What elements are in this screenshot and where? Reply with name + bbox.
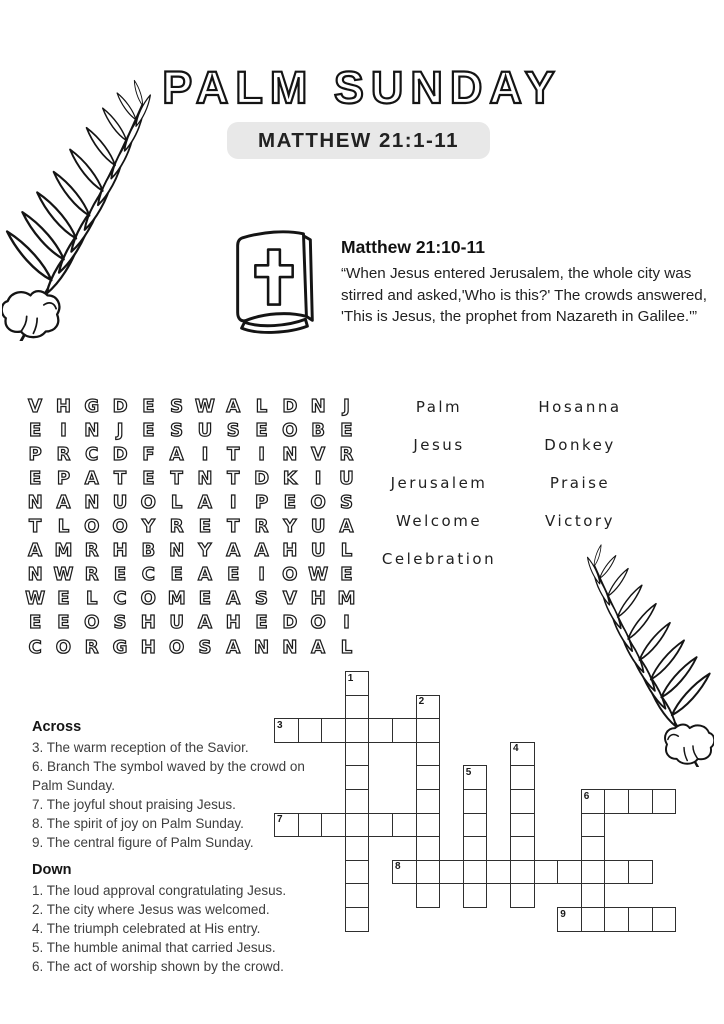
crossword-cell xyxy=(392,813,417,838)
crossword-cell xyxy=(416,836,441,861)
crossword-cell xyxy=(510,813,535,838)
wordsearch-letter: E xyxy=(170,564,183,586)
wordsearch-letter: T xyxy=(227,467,240,489)
wordsearch-letter: E xyxy=(57,612,70,634)
wordsearch-letter: U xyxy=(310,516,326,538)
wordsearch-letter: E xyxy=(340,419,353,441)
crossword-cell xyxy=(463,860,488,885)
crossword-cell xyxy=(510,765,535,790)
wordsearch-letter: O xyxy=(310,491,326,513)
wordsearch-letter: E xyxy=(198,516,212,538)
wordsearch-letter: E xyxy=(29,419,42,441)
crossword-number: 6 xyxy=(583,790,590,802)
wordsearch-letter: W xyxy=(195,395,215,417)
wordsearch-letter: E xyxy=(255,419,268,441)
across-clue: 7. The joyful shout praising Jesus. xyxy=(32,796,236,812)
crossword-cell xyxy=(486,860,511,885)
wordsearch-letter: E xyxy=(142,419,155,441)
wordsearch-letter: A xyxy=(28,540,43,562)
wordsearch-letter: U xyxy=(339,467,354,489)
across-clue: 3. The warm reception of the Savior. xyxy=(32,740,249,755)
wordsearch-letter: H xyxy=(140,612,156,634)
crossword-number: 3 xyxy=(277,719,283,731)
wordsearch-letter: H xyxy=(140,636,156,658)
wordsearch-letter: R xyxy=(84,636,99,658)
clues-panel xyxy=(32,718,332,977)
wordsearch-letter: R xyxy=(56,443,71,465)
crossword-cell xyxy=(345,742,370,767)
crossword-cell xyxy=(416,813,441,838)
down-clue: 1. The loud approval congratulating Jesus. xyxy=(32,883,287,899)
wordsearch-letter: O xyxy=(84,516,100,538)
wordsearch-letter: O xyxy=(168,636,185,658)
crossword-cell xyxy=(345,836,370,861)
wordsearch-letter: E xyxy=(198,588,212,610)
down-clue: 5. The humble animal that carried Jesus. xyxy=(32,940,276,956)
wordsearch-letter: R xyxy=(84,564,99,586)
wordsearch-letter: H xyxy=(225,612,241,634)
wordsearch-letter: I xyxy=(258,564,265,586)
crossword-number: 7 xyxy=(277,814,283,826)
crossword-cell xyxy=(416,860,441,885)
down-clue: 4. The triumph celebrated at His entry. xyxy=(32,921,261,937)
wordsearch-letter: C xyxy=(85,443,99,465)
crossword-cell xyxy=(416,765,441,790)
wordsearch-letter: M xyxy=(54,540,73,562)
wordsearch-letter: N xyxy=(84,419,100,441)
crossword-cell xyxy=(510,836,535,861)
crossword-cell xyxy=(345,718,370,743)
crossword-cell xyxy=(416,789,441,814)
wordsearch-letter: O xyxy=(310,612,326,634)
wordsearch-letter: C xyxy=(28,636,42,658)
wordsearch-letter: P xyxy=(254,491,269,513)
wordsearch-letter: N xyxy=(282,443,298,465)
crossword-cell xyxy=(321,718,346,743)
crossword-cell xyxy=(345,813,370,838)
wordsearch-letter: M xyxy=(337,588,356,610)
wordsearch-letter: S xyxy=(113,612,127,634)
wordsearch-letter: S xyxy=(170,419,184,441)
wordsearch-letter: N xyxy=(197,467,213,489)
wordsearch-letter: I xyxy=(229,491,237,513)
wordsearch-letter: D xyxy=(112,395,128,417)
wordsearch-letter: V xyxy=(28,395,43,417)
wordsearch-letter: H xyxy=(282,540,298,562)
verse-block xyxy=(341,237,721,328)
wordsearch-letter: E xyxy=(142,395,155,417)
wordsearch-letter: A xyxy=(197,612,212,634)
crossword-cell xyxy=(463,789,488,814)
crossword-cell xyxy=(581,860,606,885)
palm-branch-illustration-right xyxy=(552,524,714,767)
wordsearch-letter: H xyxy=(112,540,128,562)
crossword-cell xyxy=(652,789,677,814)
wordsearch-letter: G xyxy=(84,395,100,417)
across-heading: Across xyxy=(32,719,82,735)
wordsearch-letter: V xyxy=(311,443,326,465)
wordsearch-letter: O xyxy=(112,516,128,538)
wordsearch-letter: A xyxy=(197,491,212,513)
wordsearch-letter: D xyxy=(112,443,128,465)
wordsearch-letter: A xyxy=(169,443,184,465)
wordsearch-letter: B xyxy=(141,540,156,562)
wordsearch-letter: S xyxy=(255,588,269,610)
wordsearch-letter: N xyxy=(84,491,100,513)
wordsearch-letter: O xyxy=(282,564,298,586)
word-list-column-2 xyxy=(515,396,645,533)
wordsearch-letter: A xyxy=(84,467,99,489)
wordsearch-letter: E xyxy=(29,467,42,489)
wordsearch-letter: W xyxy=(53,564,74,586)
crossword-cell xyxy=(581,907,606,932)
crossword-cell xyxy=(345,883,370,908)
wordsearch-letter: B xyxy=(311,419,326,441)
wordsearch-letter: P xyxy=(28,443,42,465)
wordsearch-letter: E xyxy=(57,588,70,610)
word-list-item: Jesus xyxy=(413,436,465,454)
wordsearch-letter: Y xyxy=(198,540,212,562)
crossword-number: 2 xyxy=(418,696,425,708)
wordsearch-letter: J xyxy=(343,395,350,417)
crossword-cell xyxy=(463,883,488,908)
wordsearch-letter: K xyxy=(282,467,297,489)
wordsearch-letter: Y xyxy=(141,516,155,538)
word-list-item: Donkey xyxy=(544,436,616,454)
wordsearch-letter: D xyxy=(282,395,298,417)
wordsearch-letter: O xyxy=(55,636,72,658)
wordsearch-letter: T xyxy=(29,516,42,538)
down-clue-list xyxy=(32,882,332,977)
wordsearch-letter: E xyxy=(142,467,155,489)
wordsearch-letter: A xyxy=(226,540,241,562)
wordsearch-letter: R xyxy=(169,516,184,538)
wordsearch-letter: E xyxy=(227,564,240,586)
wordsearch-letter: H xyxy=(310,588,326,610)
across-clue: 6. Branch The symbol waved by the crowd on Palm Sunday. xyxy=(32,758,305,793)
wordsearch-letter: T xyxy=(227,443,240,465)
wordsearch-letter: A xyxy=(226,588,241,610)
wordsearch-letter: E xyxy=(255,612,268,634)
word-list-item: Hosanna xyxy=(538,398,622,416)
wordsearch-letter: T xyxy=(227,516,240,538)
crossword-cell xyxy=(345,789,370,814)
wordsearch-letter: E xyxy=(283,491,296,513)
crossword-cell xyxy=(628,860,653,885)
word-list-item: Palm xyxy=(415,398,463,416)
wordsearch-letter: I xyxy=(60,419,67,441)
crossword-cell xyxy=(581,883,606,908)
wordsearch-letter: J xyxy=(116,419,124,441)
wordsearch-letter: N xyxy=(254,636,270,658)
crossword-cell xyxy=(368,718,393,743)
wordsearch-letter: W xyxy=(308,564,329,586)
wordsearch-letter: A xyxy=(226,395,241,417)
wordsearch-letter: L xyxy=(57,516,70,538)
crossword-cell xyxy=(604,907,629,932)
wordsearch-letter: I xyxy=(258,443,265,465)
wordsearch-letter: I xyxy=(343,612,350,634)
wordsearch-letter: S xyxy=(170,395,184,417)
word-list-item: Victory xyxy=(545,512,615,530)
crossword-cell xyxy=(581,836,606,861)
wordsearch-letter: A xyxy=(56,491,71,513)
down-clue: 2. The city where Jesus was welcomed. xyxy=(32,902,270,918)
crossword-cell xyxy=(604,789,629,814)
wordsearch-letter: N xyxy=(310,395,326,417)
crossword-cell xyxy=(368,813,393,838)
wordsearch-letter: A xyxy=(197,564,212,586)
wordsearch-letter: S xyxy=(339,491,353,513)
crossword-number: 8 xyxy=(395,861,401,873)
crossword-cell xyxy=(416,883,441,908)
crossword-cell xyxy=(510,860,535,885)
wordsearch-letter: G xyxy=(112,636,128,658)
wordsearch-letter: N xyxy=(169,540,185,562)
word-list-item: Welcome xyxy=(395,512,483,530)
wordsearch-letter: R xyxy=(339,443,354,465)
wordsearch-letter: N xyxy=(27,491,43,513)
word-list-item: Praise xyxy=(549,474,611,492)
crossword-cell xyxy=(557,860,582,885)
wordsearch-letter: E xyxy=(113,564,127,586)
crossword-number: 1 xyxy=(347,672,354,684)
crossword-cell xyxy=(628,907,653,932)
crossword-cell xyxy=(534,860,559,885)
wordsearch-letter: N xyxy=(282,636,298,658)
wordsearch-letter: R xyxy=(84,540,99,562)
crossword-cell xyxy=(345,907,370,932)
crossword-cell xyxy=(510,789,535,814)
wordsearch-letter: U xyxy=(310,540,326,562)
wordsearch-letter: S xyxy=(226,419,240,441)
wordsearch-letter: S xyxy=(198,636,212,658)
crossword-number: 5 xyxy=(465,766,472,778)
wordsearch-letter: L xyxy=(255,395,268,417)
crossword-cell xyxy=(298,813,323,838)
crossword-cell xyxy=(604,860,629,885)
crossword-cell xyxy=(345,695,370,720)
wordsearch-letter: O xyxy=(84,612,100,634)
crossword-cell xyxy=(345,765,370,790)
wordsearch-letter: P xyxy=(56,467,71,489)
wordsearch-letter: L xyxy=(340,540,353,562)
crossword-cell xyxy=(392,718,417,743)
crossword-cell xyxy=(345,860,370,885)
wordsearch-letter: V xyxy=(282,588,297,610)
crossword-cell xyxy=(463,813,488,838)
wordsearch-letter: E xyxy=(340,564,353,586)
word-list-item: Celebration xyxy=(381,550,497,568)
wordsearch-letter: O xyxy=(282,419,298,441)
word-search-grid xyxy=(21,394,361,660)
wordsearch-letter: U xyxy=(169,612,184,634)
wordsearch-letter: U xyxy=(197,419,213,441)
crossword-cell xyxy=(628,789,653,814)
wordsearch-letter: L xyxy=(340,636,353,658)
crossword-cell xyxy=(581,813,606,838)
wordsearch-letter: W xyxy=(25,588,46,610)
scripture-reference-label: MATTHEW 21:1-11 xyxy=(258,128,459,152)
wordsearch-letter: T xyxy=(113,467,127,489)
wordsearch-letter: O xyxy=(140,491,156,513)
word-list-column-1 xyxy=(374,396,504,571)
wordsearch-letter: A xyxy=(339,516,354,538)
crossword-cell xyxy=(298,718,323,743)
wordsearch-letter: L xyxy=(86,588,98,610)
wordsearch-letter: I xyxy=(201,443,209,465)
wordsearch-letter: C xyxy=(113,588,127,610)
wordsearch-letter: D xyxy=(254,467,270,489)
crossword-cell xyxy=(652,907,677,932)
wordsearch-letter: C xyxy=(141,564,155,586)
crossword-cell xyxy=(439,860,464,885)
verse-text: “When Jesus entered Jerusalem, the whole city was stirred and asked,'Who is this?' The crowds answered, 'This is Jesus, the prophet from Nazareth in Galilee.'” xyxy=(341,265,707,325)
wordsearch-letter: H xyxy=(55,395,71,417)
across-clue: 9. The central figure of Palm Sunday. xyxy=(32,834,254,850)
crossword-cell xyxy=(416,718,441,743)
crossword-cell xyxy=(463,836,488,861)
crossword-cell xyxy=(416,742,441,767)
wordsearch-letter: R xyxy=(254,516,269,538)
wordsearch-letter: A xyxy=(311,636,326,658)
crossword-cell xyxy=(321,813,346,838)
down-heading: Down xyxy=(32,862,72,879)
wordsearch-letter: O xyxy=(140,588,156,610)
wordsearch-letter: N xyxy=(27,564,43,586)
bible-icon xyxy=(228,226,320,336)
crossword-number: 4 xyxy=(513,743,519,755)
wordsearch-letter: I xyxy=(314,467,322,489)
crossword-cell xyxy=(510,883,535,908)
wordsearch-letter: E xyxy=(29,612,42,634)
wordsearch-letter: T xyxy=(170,467,183,489)
page-title: PALM SUNDAY xyxy=(162,62,562,113)
verse-heading: Matthew 21:10-11 xyxy=(341,237,485,257)
word-list-item: Jerusalem xyxy=(390,474,488,492)
wordsearch-letter: A xyxy=(254,540,269,562)
wordsearch-letter: L xyxy=(170,491,183,513)
across-clue: 8. The spirit of joy on Palm Sunday. xyxy=(32,815,244,831)
wordsearch-letter: M xyxy=(167,588,186,610)
wordsearch-letter: A xyxy=(226,636,241,658)
down-clue: 6. The act of worship shown by the crowd. xyxy=(32,959,284,975)
wordsearch-letter: Y xyxy=(283,516,297,538)
wordsearch-letter: U xyxy=(112,491,128,513)
scripture-reference-badge xyxy=(227,122,490,159)
wordsearch-letter: F xyxy=(142,443,155,465)
crossword-number: 9 xyxy=(560,908,566,920)
wordsearch-letter: D xyxy=(282,612,298,634)
